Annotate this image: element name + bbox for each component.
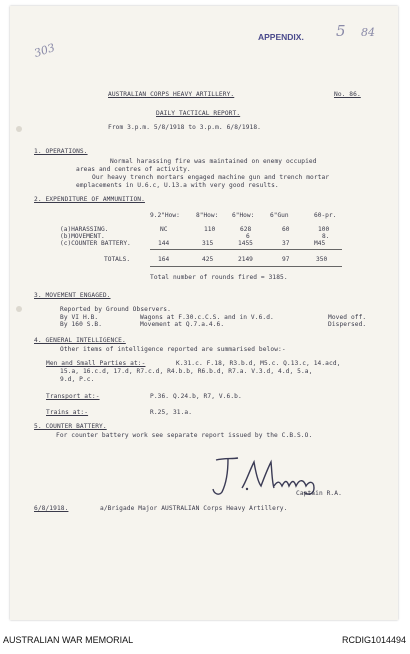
men-parties-line: 9.d, P.c. — [60, 376, 95, 383]
footer-record-id: RCDIG1014494 — [341, 635, 406, 645]
section-intelligence-heading: 4. GENERAL INTELLIGENCE. — [34, 337, 126, 344]
movement-by: By VI H.B. — [60, 314, 99, 321]
men-parties-label: Men and Small Parties at:- — [46, 360, 146, 367]
column-header: 6"Gun — [270, 212, 289, 219]
report-date: 6/8/1918. — [34, 505, 69, 512]
totals-cell: 2149 — [238, 256, 253, 263]
margin-number: 303 — [32, 41, 57, 60]
table-cell: NC — [160, 226, 168, 233]
row-label: (c)COUNTER BATTERY. — [60, 240, 131, 247]
table-rule — [150, 266, 342, 267]
operations-line: Our heavy trench mortars engaged machine gun and trench mortar — [92, 174, 330, 181]
unit-heading: AUSTRALIAN CORPS HEAVY ARTILLERY. — [108, 91, 235, 98]
section-operations-heading: 1. OPERATIONS. — [34, 148, 88, 155]
men-parties-line: K.31.c. F.18, R3.b.d, M5.c. Q.13.c, 14.acd, — [176, 360, 341, 367]
report-period: From 3.p.m. 5/8/1918 to 3.p.m. 6/8/1918. — [108, 124, 262, 131]
movement-result: Moved off. — [328, 314, 367, 321]
row-label: (b)MOVEMENT. — [60, 233, 105, 240]
table-rule — [150, 249, 342, 250]
table-cell: 628 — [240, 226, 252, 233]
table-cell: 8. — [322, 233, 330, 240]
movement-subheading: Reported by Ground Observers. — [60, 306, 171, 313]
totals-cell: 350 — [316, 256, 328, 263]
table-cell: 60 — [282, 226, 290, 233]
movement-detail: Movement at Q.7.a.4.6. — [140, 321, 225, 328]
section-ammunition-heading: 2. EXPENDITURE OF AMMUNITION. — [34, 196, 145, 203]
totals-cell: 97 — [282, 256, 290, 263]
operations-line: Normal harassing fire was maintained on enemy occupied — [110, 158, 317, 165]
intelligence-subheading: Other items of intelligence reported are summarised below:- — [60, 346, 286, 353]
table-cell: 37 — [282, 240, 290, 247]
total-rounds: Total number of rounds fired = 3185. — [150, 274, 288, 281]
archive-footer — [0, 622, 410, 654]
counter-battery-line: For counter battery work see separate report issued by the C.B.S.O. — [56, 432, 313, 439]
totals-cell: 425 — [202, 256, 214, 263]
table-cell: 6 — [246, 233, 250, 240]
men-parties-line: 15.a, 16.c.d, 17.d, R7.c.d, R4.b.b, R6.b.d, R7.a. V.3.d, 4.d, 5.a, — [60, 368, 313, 375]
column-header: 60-pr. — [314, 212, 337, 219]
totals-cell: 164 — [158, 256, 170, 263]
section-counter-battery-heading: 5. COUNTER BATTERY. — [34, 423, 107, 430]
appendix-stamp: APPENDIX. — [258, 32, 304, 42]
transport-label: Transport at:- — [46, 393, 100, 400]
row-label: (a)HARASSING. — [60, 226, 109, 233]
signatory-role: a/Brigade Major AUSTRALIAN Corps Heavy Artillery. — [100, 505, 288, 512]
trains-value: R.25, 31.a. — [150, 409, 193, 416]
document-page — [10, 6, 398, 620]
table-cell: 110 — [204, 226, 216, 233]
report-number: No. 86. — [334, 91, 361, 98]
column-header: 6"How: — [232, 212, 255, 219]
report-title: DAILY TACTICAL REPORT. — [156, 110, 241, 117]
movement-result: Dispersed. — [328, 321, 367, 328]
signatory-rank: Captain R.A. — [296, 490, 342, 497]
movement-by: By 160 S.B. — [60, 321, 103, 328]
table-cell: 1455 — [238, 240, 253, 247]
transport-value: P.36. Q.24.b, R7, V.6.b. — [150, 393, 242, 400]
column-header: 9.2"How: — [150, 212, 180, 219]
punch-hole — [16, 126, 22, 132]
operations-line: emplacements in U.6.c, U.13.a with very good results. — [76, 182, 279, 189]
footer-institution: AUSTRALIAN WAR MEMORIAL — [3, 635, 134, 645]
totals-label: TOTALS. — [104, 256, 131, 263]
table-cell: M45 — [314, 240, 326, 247]
table-cell: 144 — [158, 240, 170, 247]
trains-label: Trains at:- — [46, 409, 89, 416]
column-header: 8"How: — [196, 212, 219, 219]
operations-line: areas and centres of activity. — [76, 166, 191, 173]
movement-detail: Wagons at F.30.c.C.S. and in V.6.d. — [140, 314, 274, 321]
table-cell: 315 — [202, 240, 214, 247]
punch-hole — [16, 306, 22, 312]
folio-number-handwritten: 84 — [361, 26, 375, 39]
page-number-handwritten: 5 — [336, 22, 346, 40]
section-movement-heading: 3. MOVEMENT ENGAGED. — [34, 292, 111, 299]
table-cell: 100 — [318, 226, 330, 233]
